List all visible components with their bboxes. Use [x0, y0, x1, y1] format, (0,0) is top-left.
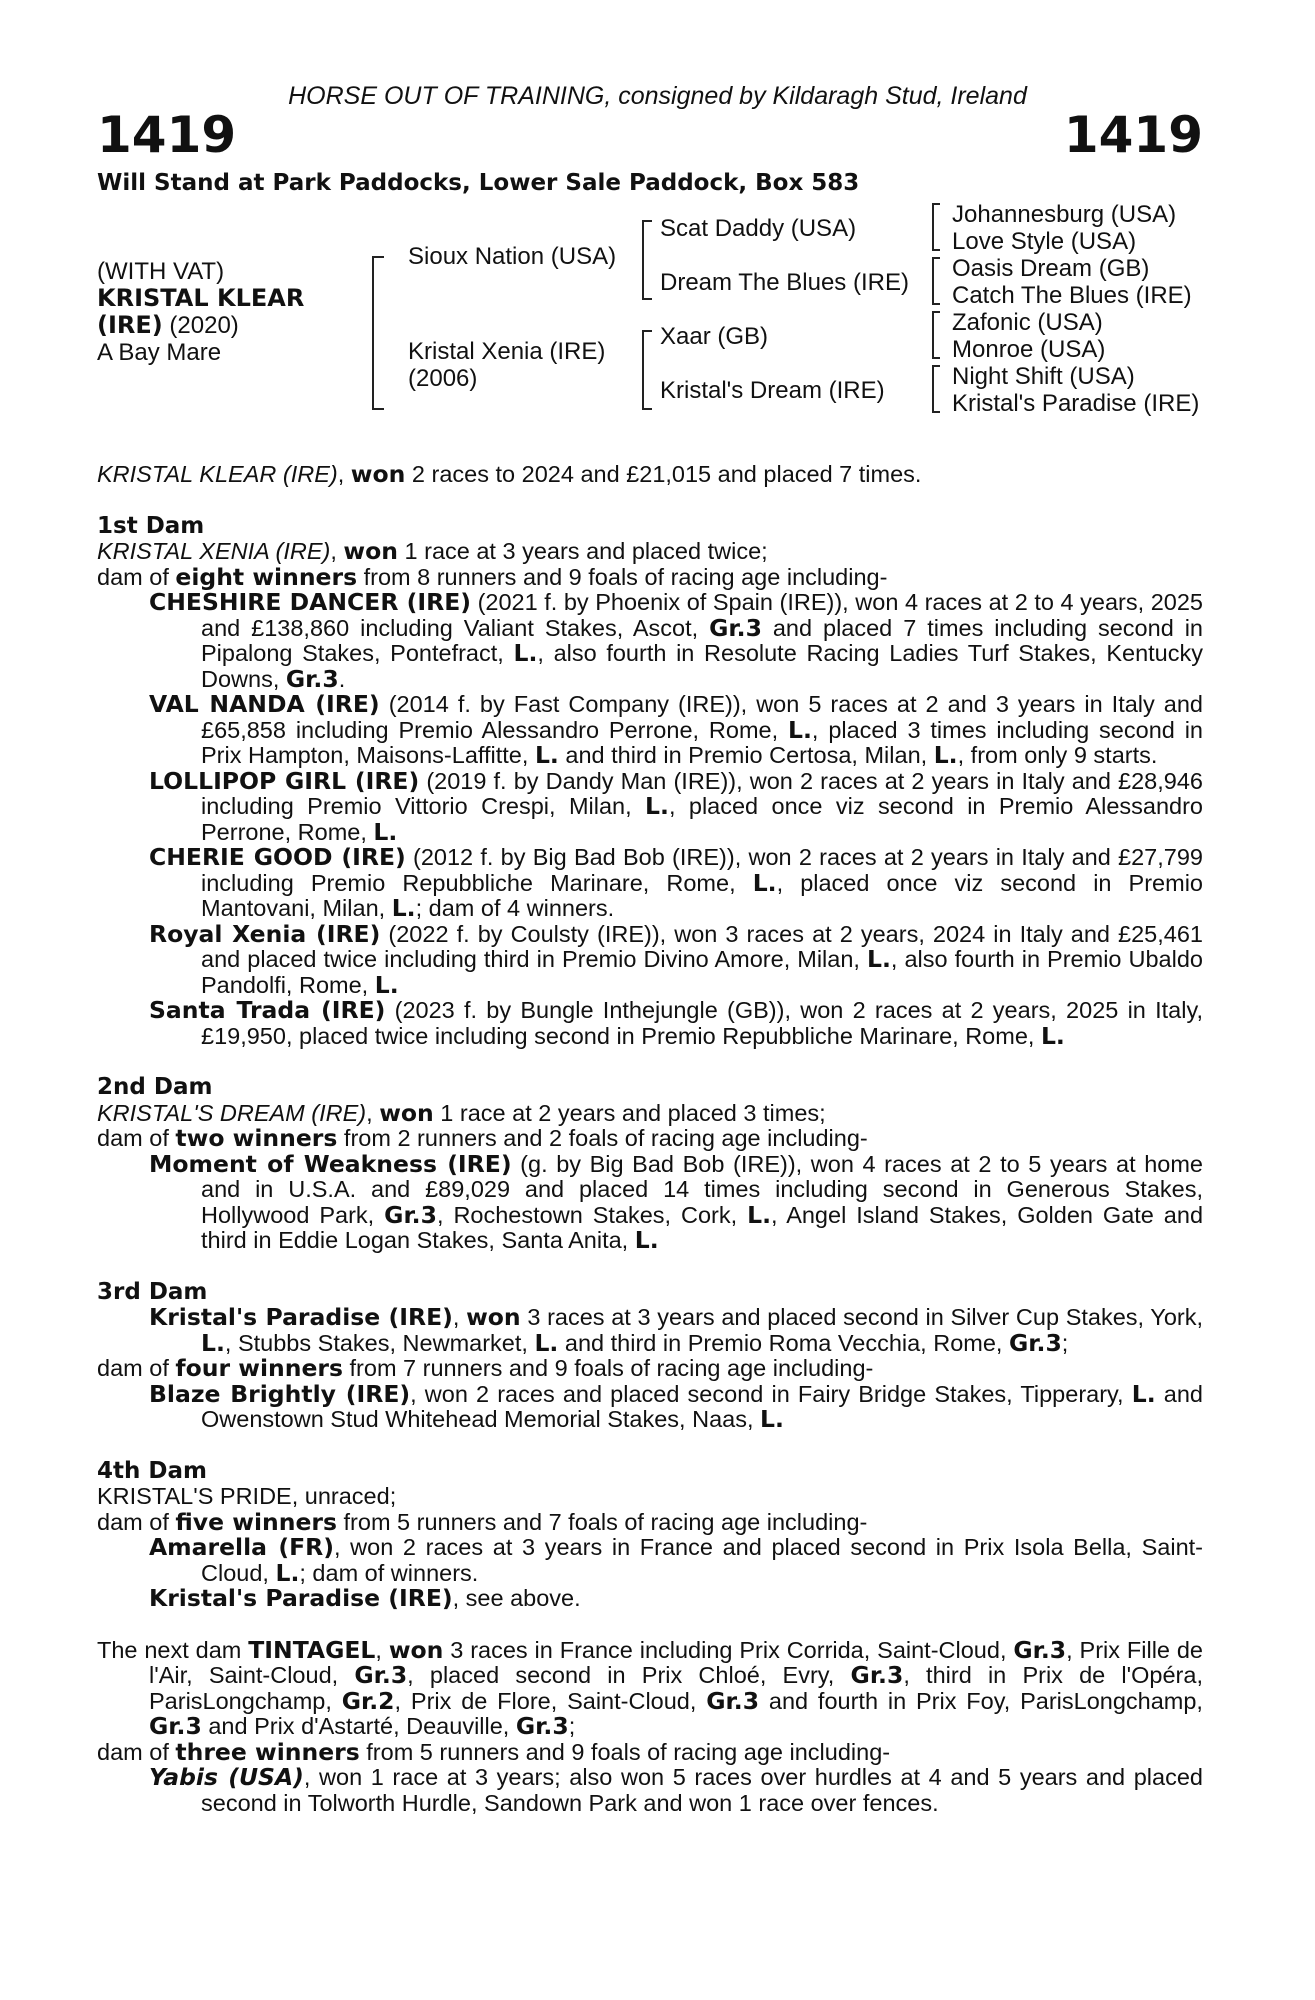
gg-8: Kristal's Paradise (IRE) [952, 390, 1200, 417]
produce-entry: Blaze Brightly (IRE), won 2 races and placed second in Fairy Bridge Stakes, Tipperary, L. and Owenstown Stud Whitehead Memorial Stakes, Naas, L. [149, 1379, 1203, 1433]
vat-note: (WITH VAT) [97, 258, 225, 285]
fourth-dam-heading: 4th Dam [97, 1457, 207, 1484]
third-dam-produce: dam of four winners from 7 runners and 9 foals of racing age including- [97, 1354, 874, 1382]
sire-dam: Dream The Blues (IRE) [660, 269, 909, 296]
stand-location: Will Stand at Park Paddocks, Lower Sale Paddock, Box 583 [97, 170, 860, 196]
gg-6: Monroe (USA) [952, 336, 1106, 363]
sd-brace [932, 257, 940, 305]
first-dam-produce: dam of eight winners from 8 runners and 9 foals of racing age including- [97, 562, 888, 591]
dam-dam: Kristal's Dream (IRE) [660, 377, 885, 404]
second-dam-line: KRISTAL'S DREAM (IRE), won 1 race at 2 years and placed 3 times; [97, 1098, 826, 1127]
lot-number-left: 1419 [97, 106, 237, 164]
sire-brace [642, 220, 652, 300]
dd-brace [932, 365, 940, 413]
horse-country: (IRE) [97, 311, 163, 339]
horse-year: (2020) [162, 312, 239, 339]
dam-sire: Xaar (GB) [660, 323, 769, 350]
produce-entry: Amarella (FR), won 2 races at 3 years in France and placed second in Prix Isola Bella, Saint-Cloud, L.; dam of winners. [149, 1533, 1203, 1587]
horse-description: A Bay Mare [97, 339, 222, 366]
produce-entry: Santa Trada (IRE) (2023 f. by Bungle Inthejungle (GB)), won 2 races at 2 years, 2025 in Italy, £19,950, placed twice including second in Premio Repubbliche Marinare, Rome, L. [149, 996, 1204, 1050]
next-dam-line: The next dam TINTAGEL, won 3 races in France including Prix Corrida, Saint-Cloud, Gr.3, Prix Fille de l'Air, Saint-Cloud, Gr.3, placed second in Prix Chloé, Evry, Gr.3, third in Prix de l'Opéra, ParisLongchamp, Gr.2, Prix de Flore, Saint-Cloud, Gr.3 and fourth in Prix Foy, ParisLongchamp, Gr.3 and Prix d'Astarté, Deauville, Gr.3; [97, 1635, 1203, 1740]
gg-1: Johannesburg (USA) [952, 201, 1177, 228]
gg-2: Love Style (USA) [952, 228, 1137, 255]
produce-entry: Moment of Weakness (IRE) (g. by Big Bad Bob (IRE)), won 4 races at 2 to 5 years at home and in U.S.A. and £89,029 and placed 14 times including second in Generous Stakes, Hollywood Park, Gr.3, Rochestown Stakes, Cork, L., Angel Island Stakes, Golden Gate and third in Eddie Logan Stakes, Santa Anita, L. [149, 1149, 1204, 1254]
gg-4: Catch The Blues (IRE) [952, 282, 1192, 309]
sire: Sioux Nation (USA) [408, 243, 617, 270]
gg-7: Night Shift (USA) [952, 363, 1135, 390]
first-dam-heading: 1st Dam [97, 512, 205, 539]
sire-sire: Scat Daddy (USA) [660, 215, 857, 242]
third-dam-heading: 3rd Dam [97, 1278, 208, 1305]
racing-record [97, 462, 1203, 1816]
gg-3: Oasis Dream (GB) [952, 255, 1150, 282]
ds-brace [932, 311, 940, 359]
dam-year: (2006) [408, 365, 478, 392]
produce-entry: Yabis (USA), won 1 race at 3 years; also won 5 races over hurdles at 4 and 5 years and placed second in Tolworth Hurdle, Sandown Park and won 1 race over fences. [149, 1763, 1203, 1816]
next-dam-produce: dam of three winners from 5 runners and 9 foals of racing age including- [97, 1737, 891, 1766]
dam-brace [642, 330, 652, 410]
second-dam-produce: dam of two winners from 2 runners and 2 foals of racing age including- [97, 1124, 868, 1152]
produce-entry: Royal Xenia (IRE) (2022 f. by Coulsty (IRE)), won 3 races at 2 years, 2024 in Italy and £25,461 and placed twice including third in Premio Divino Amore, Milan, L., also fourth in Premio Ubaldo Pandolfi, Rome, L. [149, 919, 1203, 999]
third-dam-line: Kristal's Paradise (IRE), won 3 races at 3 years and placed second in Silver Cup Stakes, York, L., Stubbs Stakes, Newmarket, L. and third in Premio Roma Vecchia, Rome, Gr.3; [149, 1303, 1203, 1357]
consignment-line: HORSE OUT OF TRAINING, consigned by Kildaragh Stud, Ireland [288, 82, 1027, 110]
second-dam-heading: 2nd Dam [97, 1074, 213, 1100]
summary-line: KRISTAL KLEAR (IRE), won 2 races to 2024 and £21,015 and placed 7 times. [97, 460, 922, 488]
produce-entry: VAL NANDA (IRE) (2014 f. by Fast Company (IRE)), won 5 races at 2 and 3 years in Italy and £65,858 including Premio Alessandro Perrone, Rome, L., placed 3 times including second in Prix Hampton, Maisons-Laffitte, L. and third in Premio Certosa, Milan, L., from only 9 starts. [149, 690, 1203, 769]
produce-entry: CHESHIRE DANCER (IRE) (2021 f. by Phoenix of Spain (IRE)), won 4 races at 2 to 4 years, 2025 and £138,860 including Valiant Stakes, Ascot, Gr.3 and placed 7 times including second in Pipalong Stakes, Pontefract, L., also fourth in Resolute Racing Ladies Turf Stakes, Kentucky Downs, Gr.3. [149, 588, 1203, 693]
produce-entry: CHERIE GOOD (IRE) (2012 f. by Big Bad Bob (IRE)), won 2 races at 2 years in Italy and £27,799 including Premio Repubbliche Marinare, Rome, L., placed once viz second in Premio Mantovani, Milan, L.; dam of 4 winners. [149, 843, 1203, 922]
first-dam-line: KRISTAL XENIA (IRE), won 1 race at 3 years and placed twice; [97, 537, 768, 565]
gg-5: Zafonic (USA) [952, 309, 1103, 336]
dam: Kristal Xenia (IRE) [408, 338, 606, 365]
horse-name: KRISTAL KLEAR [97, 284, 305, 312]
fourth-dam-produce: dam of five winners from 5 runners and 7 foals of racing age including- [97, 1507, 868, 1536]
produce-entry: LOLLIPOP GIRL (IRE) (2019 f. by Dandy Man (IRE)), won 2 races at 2 years in Italy and £28,946 including Premio Vittorio Crespi, Milan, L., placed once viz second in Premio Alessandro Perrone, Rome, L. [149, 766, 1203, 846]
ss-brace [932, 203, 940, 251]
produce-entry: Kristal's Paradise (IRE), see above. [149, 1584, 581, 1612]
fourth-dam-line: KRISTAL'S PRIDE, unraced; [97, 1483, 397, 1509]
pedigree-brace [372, 256, 384, 410]
lot-number-right: 1419 [1063, 106, 1203, 164]
